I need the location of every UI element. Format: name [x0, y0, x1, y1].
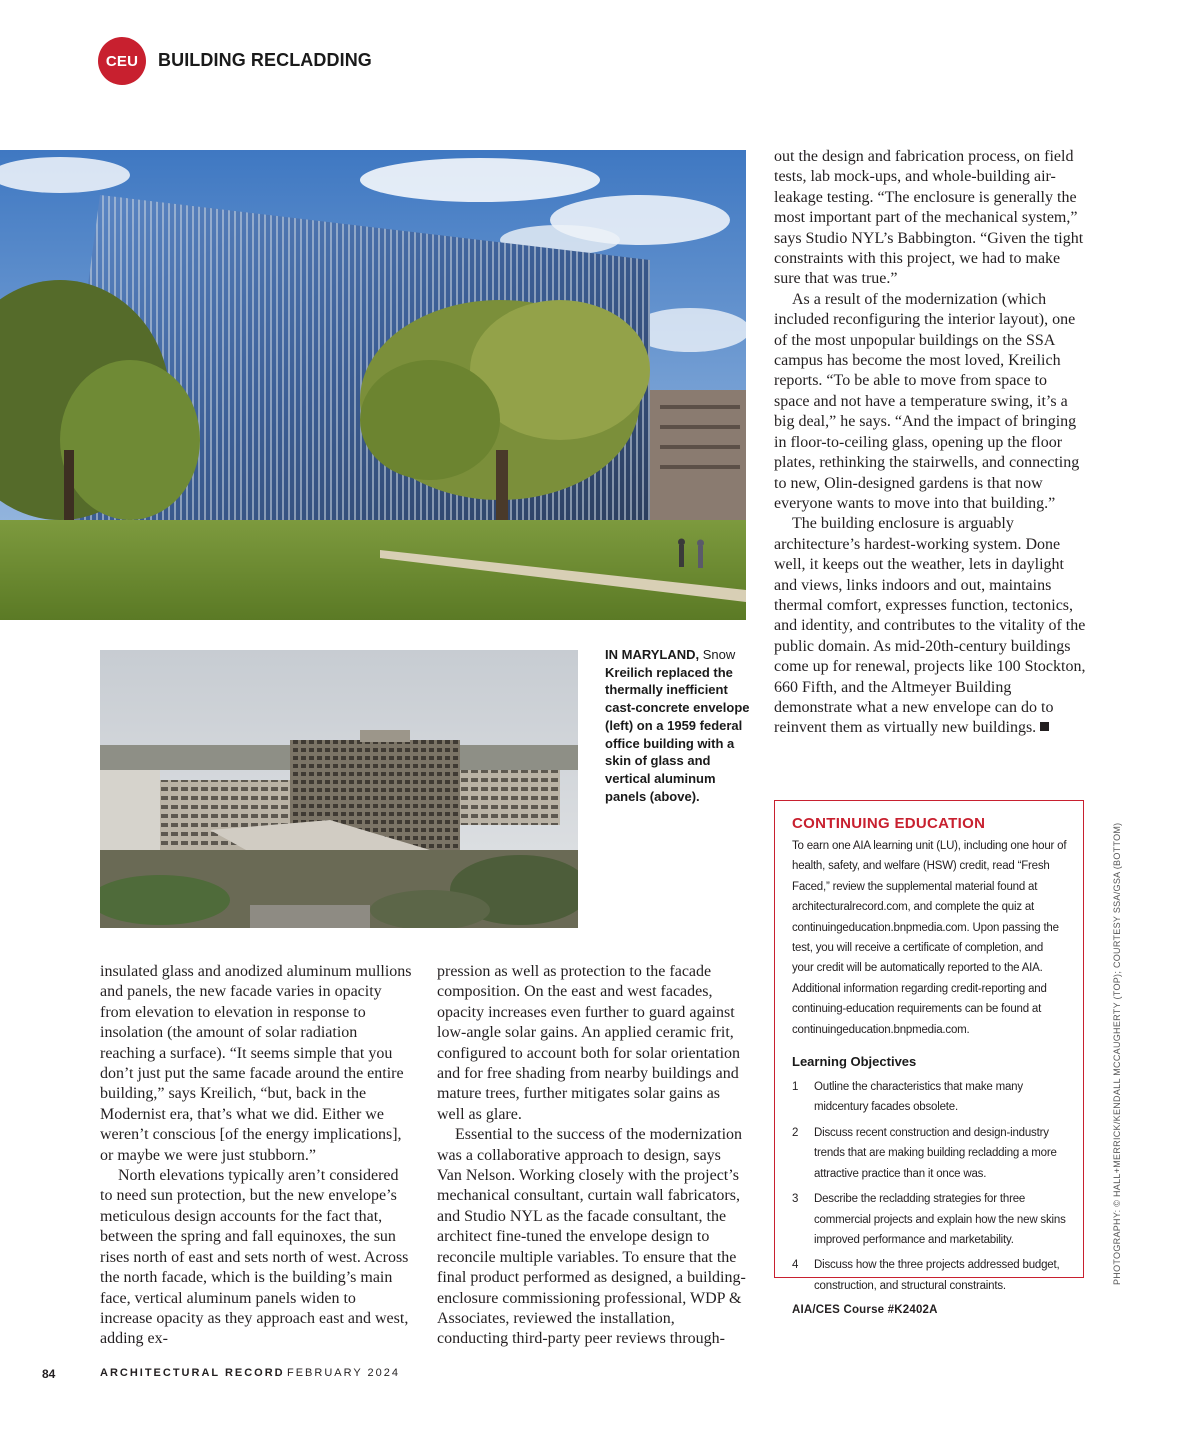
paragraph: pression as well as protection to the facade composition. On the east and west facades, opacity increases even further to guard against low-angle solar gains. An applied ceramic frit, configured to account both for solar orientation and for free shading from nearby buildings and mature trees, further mitigates solar gains as well as glare.: [437, 963, 741, 1123]
ce-box-title: CONTINUING EDUCATION: [792, 815, 986, 832]
bottom-column-2: [437, 962, 749, 1350]
paragraph-text: The building enclosure is arguably architecture’s hardest-working system. Done well, it keeps out the weather, lets in daylight and views, links indoors and out, maintains thermal comfort, expresses function, tectonics, and identity, and contributes to the vitality of the public domain. As mid-20th-century buildings come up for renewal, projects like 100 Stockton, 660 Fifth, and the Altmeyer Building demonstrate what a new envelope can do to reinvent them as virtually new buildings.: [774, 515, 1086, 737]
course-number: AIA/CES Course #K2402A: [792, 1304, 938, 1317]
objective-text: Outline the characteristics that make many midcentury facades obsolete.: [814, 1081, 1023, 1114]
recladded-building-photo: [0, 150, 746, 620]
paragraph: insulated glass and anodized aluminum mullions and panels, the new facade varies in opacity from elevation to elevation in response to insolation (the amount of solar radiation reaching a surface). “It seems simple that you don’t just put the same facade around the entire building,” says Kreilich, “but, back in the Modernist era, that’s what we did. Either we weren’t conscious [of the energy implications], or maybe we were just stubborn.”: [100, 963, 412, 1164]
page-number: 84: [42, 1367, 56, 1381]
photo-caption: [605, 646, 755, 805]
paragraph: North elevations typically aren’t considered to need sun protection, but the new envelope’s meticulous design accounts for the fact that, between the spring and fall equinoxes, the sun rises north of east and sets north of west. Across the north facade, which is the building’s main face, vertical aluminum panels widen to increase opacity as they approach east and west, adding ex-: [100, 1167, 409, 1348]
publication-name: ARCHITECTURAL RECORD: [100, 1367, 285, 1379]
objective-text: Discuss recent construction and design-industry trends that are making building recladding a more attractive practice than it once was.: [814, 1126, 1057, 1180]
paragraph: [774, 514, 1086, 738]
paragraph: As a result of the modernization (which included reconfiguring the interior layout), one of the most unpopular buildings on the SSA campus has become the most loved, Kreilich reports. “To be able to move from space to space and not have a temperature swing, it’s a big deal,” he says. “And the impact of bringing in floor-to-ceiling glass, opening up the floor plates, rethinking the stairwells, and connecting to new, Olin-designed gardens is that now everyone wants to move into that building.”: [774, 290, 1080, 512]
caption-text: Kreilich replaced the thermally inefficient cast-concrete envelope (left) on a 1959 federal office building with a skin of glass and vertical aluminum panels (above).: [605, 664, 750, 804]
end-of-article-mark: [1040, 722, 1049, 731]
objective-number: 4: [792, 1259, 799, 1272]
ceu-badge: CEU: [98, 37, 146, 85]
original-building-photo: [100, 650, 578, 928]
caption-lead: IN MARYLAND,: [605, 647, 700, 662]
objective-item: [792, 1255, 1067, 1296]
objective-item: [792, 1123, 1067, 1184]
photo-credit: PHOTOGRAPHY: © HALL+MERRICK/KENDALL MCCAUGHERTY (TOP); COURTESY SSA/GSA (BOTTOM): [1112, 822, 1122, 1285]
paragraph: out the design and fabrication process, on field tests, lab mock-ups, and whole-building air-leakage testing. “The enclosure is generally the most important part of the mechanical system,” says Studio NYL’s Babbington. “Given the tight constraints with this project, we had to make sure that was true.”: [774, 148, 1084, 288]
objective-number: 3: [792, 1193, 799, 1206]
issue-date: FEBRUARY 2024: [287, 1367, 401, 1379]
learning-objectives-title: Learning Objectives: [792, 1054, 917, 1070]
paragraph: Essential to the success of the modernization was a collaborative approach to design, says Van Nelson. Working closely with the project’s mechanical consultant, curtain wall fabricators, and Studio NYL as the facade consultant, the architect fine-tuned the envelope design to reconcile multiple variables. To ensure that the final product performed as designed, a building-enclosure commissioning professional, WDP & Associates, reviewed the installation, conducting third-party peer reviews through-: [437, 1126, 746, 1348]
objective-number: 2: [792, 1126, 799, 1139]
right-column-text: [774, 147, 1086, 739]
objective-text: Discuss how the three projects addressed budget, construction, and structural constraints.: [814, 1259, 1060, 1292]
objective-item: [792, 1189, 1067, 1250]
caption-mid: Snow: [699, 647, 736, 662]
objective-item: [792, 1077, 1067, 1118]
section-title: BUILDING RECLADDING: [158, 50, 372, 70]
learning-objectives-list: [792, 1077, 1067, 1296]
objective-text: Describe the recladding strategies for three commercial projects and explain how the new skins improved performance and marketability.: [814, 1193, 1066, 1246]
continuing-education-box: [774, 800, 1084, 1317]
bottom-column-1: [100, 962, 412, 1350]
objective-number: 1: [792, 1081, 799, 1094]
ce-box-body: To earn one AIA learning unit (LU), including one hour of health, safety, and welfare (HSW) credit, read “Fresh Faced,” review the supplemental material found at architecturalrecord.com, and complete the quiz at continuingeducation.bnpmedia.com. Upon passing the test, you will receive a certificate of completion, and your credit will be automatically reported to the AIA. Additional information regarding credit-reporting and continuing-education requirements can be found at continuingeducation.bnpmedia.com.: [792, 840, 1067, 1036]
